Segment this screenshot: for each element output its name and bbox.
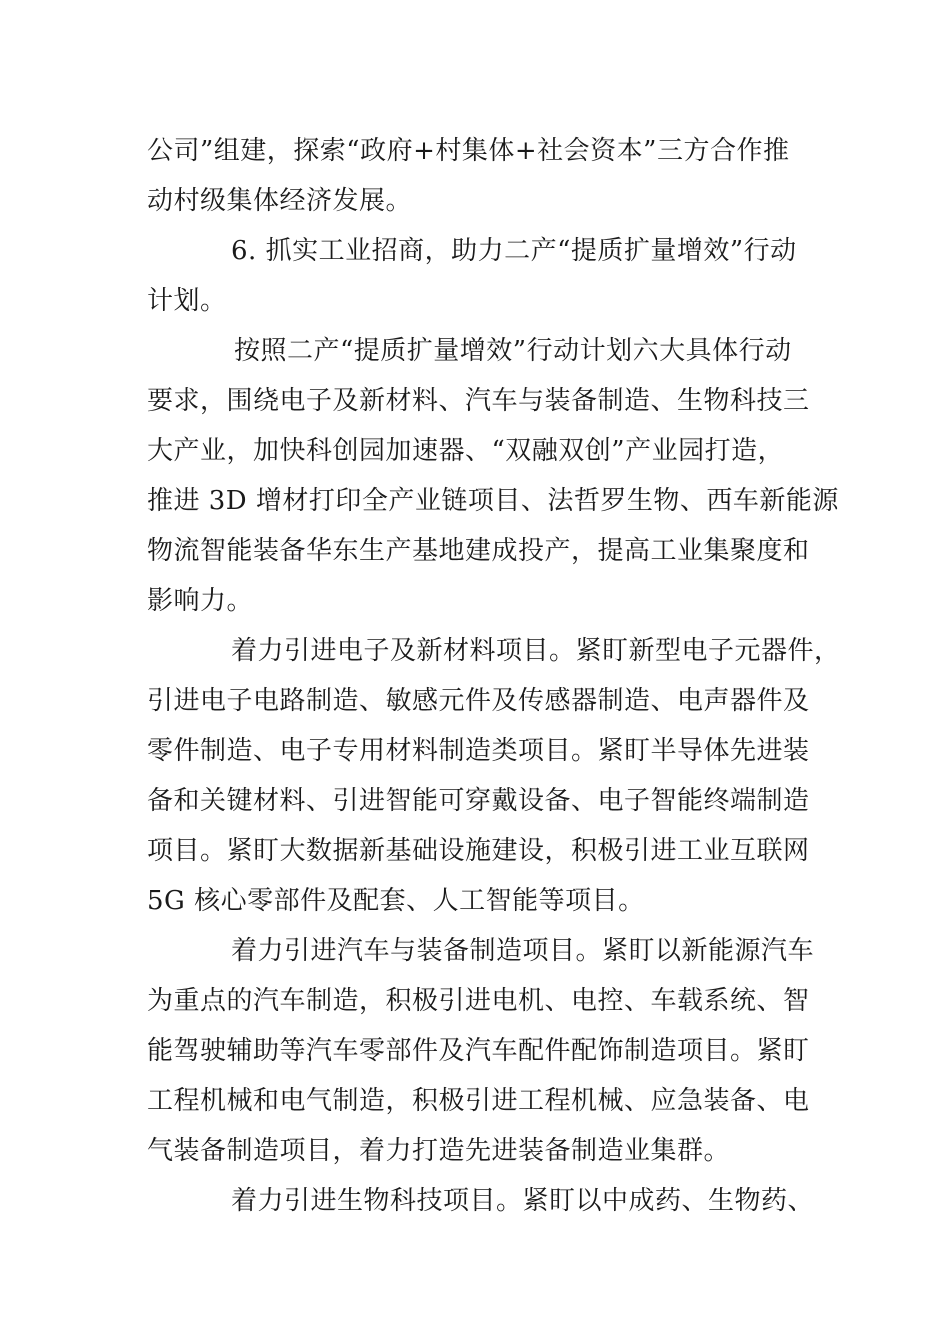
section-heading-continuation: 计划。 (147, 286, 227, 316)
text-line: 能驾驶辅助等汽车零部件及汽车配件配饰制造项目。紧盯 (147, 1036, 810, 1066)
text-line: 物流智能装备华东生产基地建成投产，提高工业集聚度和 (147, 536, 810, 566)
text-line: 着力引进生物科技项目。紧盯以中成药、生物药、 (231, 1186, 815, 1216)
text-line: 项目。紧盯大数据新基础设施建设，积极引进工业互联网 (147, 836, 810, 866)
text-line: 为重点的汽车制造，积极引进电机、电控、车载系统、智 (147, 986, 810, 1016)
text-line: 动村级集体经济发展。 (147, 186, 413, 216)
text-line: 工程机械和电气制造，积极引进工程机械、应急装备、电 (147, 1086, 810, 1116)
text-line: 按照二产“提质扩量增效”行动计划六大具体行动 (234, 336, 792, 366)
text-line: 备和关键材料、引进智能可穿戴设备、电子智能终端制造 (147, 786, 810, 816)
text-line: 着力引进电子及新材料项目。紧盯新型电子元器件， (231, 636, 841, 666)
text-line: 5G 核心零部件及配套、人工智能等项目。 (147, 886, 645, 916)
document-body (147, 126, 841, 1226)
text-line: 推进 3D 增材打印全产业链项目、法哲罗生物、西车新能源 (147, 486, 839, 516)
text-line: 零件制造、电子专用材料制造类项目。紧盯半导体先进装 (147, 736, 810, 766)
text-line: 大产业，加快科创园加速器、“双融双创”产业园打造， (147, 436, 785, 466)
text-line: 引进电子电路制造、敏感元件及传感器制造、电声器件及 (147, 686, 810, 716)
text-line: 着力引进汽车与装备制造项目。紧盯以新能源汽车 (231, 936, 815, 966)
text-line: 要求，围绕电子及新材料、汽车与装备制造、生物科技三 (147, 386, 810, 416)
text-line: 气装备制造项目，着力打造先进装备制造业集群。 (147, 1136, 731, 1166)
text-line: 影响力。 (147, 586, 254, 616)
section-heading: 6. 抓实工业招商，助力二产“提质扩量增效”行动 (231, 236, 797, 266)
text-line: 公司”组建，探索“政府+村集体+社会资本”三方合作推 (147, 136, 790, 166)
